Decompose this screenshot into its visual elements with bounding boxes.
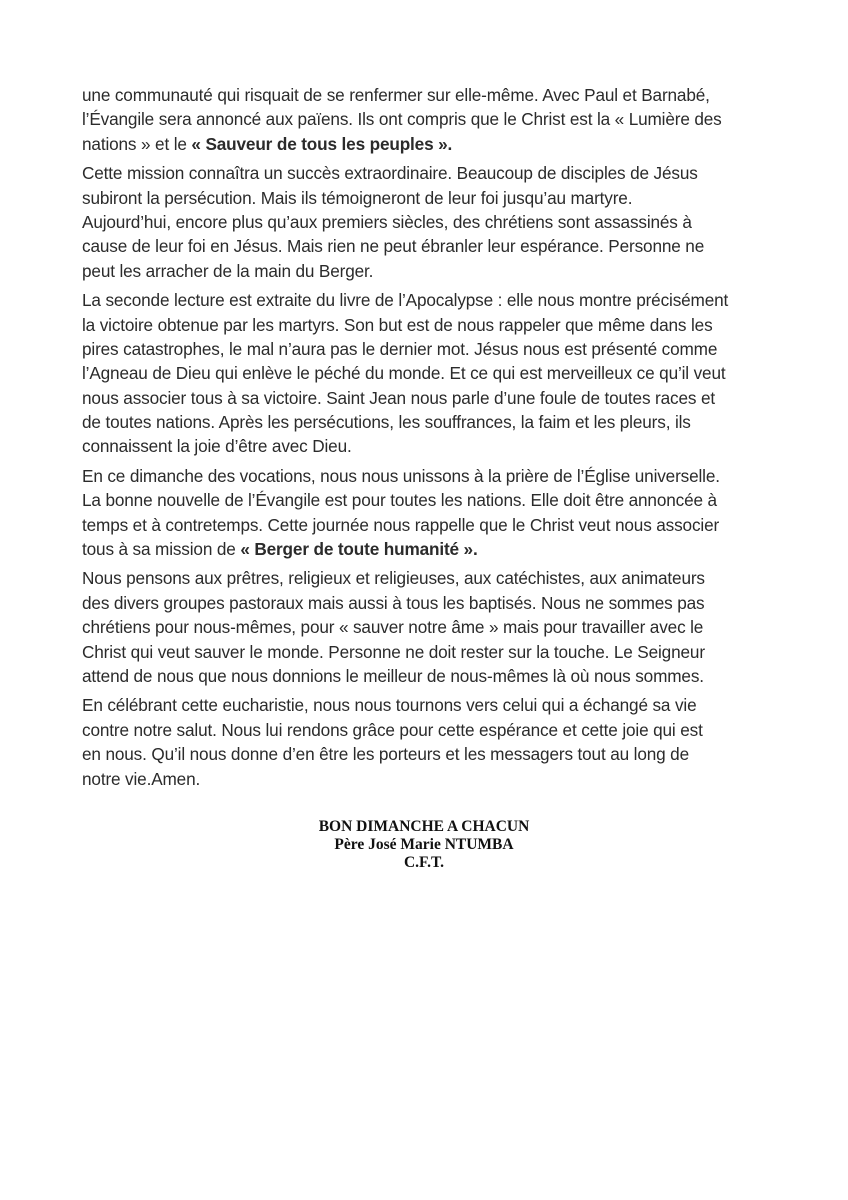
author-name: Père José Marie NTUMBA — [334, 836, 514, 853]
text-line: Aujourd’hui, encore plus qu’aux premiers siècles, des chrétiens sont assassinés à — [82, 211, 692, 232]
paragraph — [82, 566, 772, 688]
text-line: temps et à contretemps. Cette journée nous rappelle que le Christ veut nous associer — [82, 514, 720, 535]
paragraph — [82, 83, 772, 156]
closing-greeting: BON DIMANCHE A CHACUN — [318, 818, 530, 835]
paragraph — [82, 464, 772, 562]
text-line: Cette mission connaîtra un succès extraordinaire. Beaucoup de disciples de Jésus — [82, 163, 698, 184]
text-line: En ce dimanche des vocations, nous nous unissons à la prière de l’Église universelle. — [82, 465, 720, 486]
text-line: attend de nous que nous donnions le meilleur de nous-mêmes là où nous sommes. — [82, 665, 704, 686]
text-line: La seconde lecture est extraite du livre de l’Apocalypse : elle nous montre précisément — [82, 290, 729, 311]
emphasis-text: « Berger de toute humanité ». — [240, 539, 478, 560]
text-line: notre vie.Amen. — [82, 768, 201, 789]
text-line — [82, 537, 772, 561]
text-line: Christ qui veut sauver le monde. Personne ne doit rester sur la touche. Le Seigneur — [82, 641, 705, 662]
text-line: l’Agneau de Dieu qui enlève le péché du monde. Et ce qui est merveilleux ce qu’il veut — [82, 363, 726, 384]
text-line: En célébrant cette eucharistie, nous nous tournons vers celui qui a échangé sa vie — [82, 695, 697, 716]
emphasis-text: « Sauveur de tous les peuples ». — [191, 133, 453, 154]
text-line: chrétiens pour nous-mêmes, pour « sauver notre âme » mais pour travailler avec le — [82, 617, 704, 638]
text-line: une communauté qui risquait de se renfermer sur elle-même. Avec Paul et Barnabé, — [82, 85, 710, 105]
text-run: nations » et le — [82, 133, 192, 154]
author-order: C.F.T. — [403, 854, 445, 871]
text-line: peut les arracher de la main du Berger. — [82, 260, 374, 281]
text-line: connaissent la joie d’être avec Dieu. — [82, 436, 352, 457]
text-line — [82, 132, 772, 156]
text-line: en nous. Qu’il nous donne d’en être les porteurs et les messagers tout au long de — [82, 744, 689, 765]
text-line: subiront la persécution. Mais ils témoigneront de leur foi jusqu’au martyre. — [82, 187, 633, 208]
text-run: tous à sa mission de — [82, 539, 241, 560]
signature-block — [0, 818, 848, 872]
text-line: Nous pensons aux prêtres, religieux et religieuses, aux catéchistes, aux animateurs — [82, 568, 705, 589]
text-line: nous associer tous à sa victoire. Saint Jean nous parle d’une foule de toutes races et — [82, 387, 715, 408]
text-line: cause de leur foi en Jésus. Mais rien ne peut ébranler leur espérance. Personne ne — [82, 236, 705, 257]
text-line: contre notre salut. Nous lui rendons grâce pour cette espérance et cette joie qui est — [82, 719, 703, 740]
document-body — [82, 83, 772, 796]
text-line: pires catastrophes, le mal n’aura pas le dernier mot. Jésus nous est présenté comme — [82, 338, 718, 359]
paragraph — [82, 161, 772, 283]
text-line: des divers groupes pastoraux mais aussi à tous les baptisés. Nous ne sommes pas — [82, 592, 705, 613]
text-line: l’Évangile sera annoncé aux païens. Ils ont compris que le Christ est la « Lumière des — [82, 109, 722, 130]
text-line: de toutes nations. Après les persécutions, les souffrances, la faim et les pleurs, ils — [82, 412, 691, 433]
text-line: la victoire obtenue par les martyrs. Son but est de nous rappeler que même dans les — [82, 314, 713, 335]
paragraph — [82, 693, 772, 791]
paragraph — [82, 288, 772, 459]
text-line: La bonne nouvelle de l’Évangile est pour toutes les nations. Elle doit être annoncée à — [82, 490, 717, 511]
